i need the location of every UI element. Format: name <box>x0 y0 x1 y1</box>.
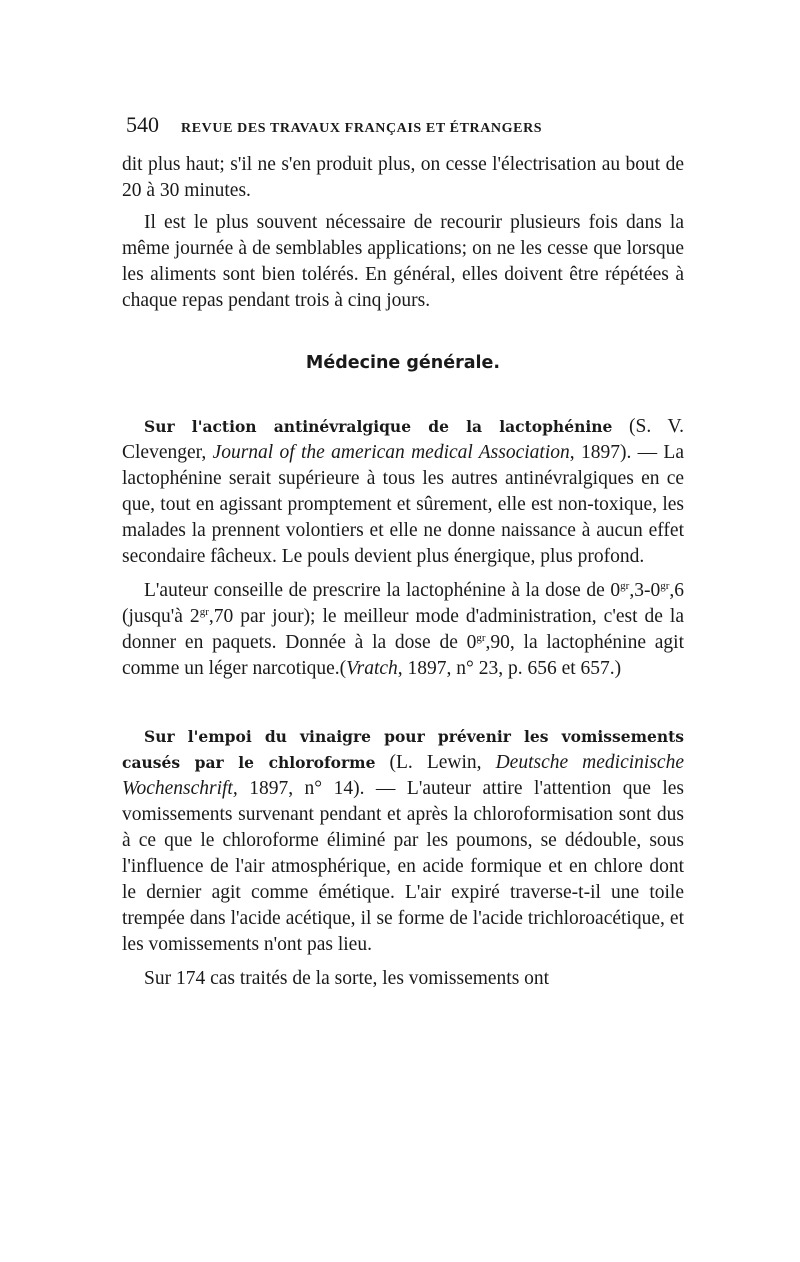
article-1-paragraph-2: L'auteur conseille de prescrire la lactophénine à la dose de $0^{gr},3-0^{gr},6$ (jusqu'à $2^{gr},70$ par jour); le meilleur mode d'administration, c'est de la donner en paquets. Donnée à la dose de $0^{gr},90$, la lactophénine agit comme un léger narcotique.(Vratch, 1897, n° 23, p. 656 et 657.) <box>122 580 685 679</box>
gram-unit: gr <box>199 606 209 618</box>
article-1-title: Sur l'action antinévralgique de la lactophénine <box>144 417 613 436</box>
intro-paragraph-2: Il est le plus souvent nécessaire de recourir plusieurs fois dans la même journée à de semblables applications; on ne les cesse que lorsque les aliments sont bien tolérés. En général, elles doivent être répétées à chaque repas pendant trois à cinq jours. <box>122 212 684 311</box>
article-2-title: Sur l'empoi du vinaigre pour prévenir les vomissements causés par le chloroforme <box>122 727 684 772</box>
article-2-text: 1897, n° 14). — L'auteur attire l'attention que les vomissements survenant pendant et après la chloroformisation sont dus à ce que le chloroforme éliminé par les poumons, se dédouble, sous l'influence de l'air atmosphérique, en acide formique et en chlore dont le dernier agit comme émétique. L'air expiré traverse-t-il une toile trempée dans l'acide acétique, il se forme de l'acide trichloroacétique, et les vomissements n'ont pas lieu. <box>122 778 684 955</box>
article-1-journal: Journal of the american medical Association <box>212 442 570 463</box>
running-header <box>126 112 686 138</box>
intro-paragraph-1: dit plus haut; s'il ne s'en produit plus, on cesse l'électrisation au bout de 20 à 30 minutes. <box>122 154 684 201</box>
article-2-citation-start: (L. Lewin, <box>375 752 496 773</box>
page-body <box>122 152 684 992</box>
gram-unit: gr <box>620 580 630 592</box>
gram-unit: gr <box>476 632 486 644</box>
running-title: REVUE DES TRAVAUX FRANÇAIS ET ÉTRANGERS <box>181 121 543 136</box>
article-1-text: , 1897). — La lactophénine serait supérieure à tous les autres antinévralgiques en ce que, tout en agissant promptement et sûrement, elle est non-toxique, les malades la prennent volontiers et elle ne donne naissance à aucun effet secondaire fâcheux. Le pouls devient plus énergique, plus profond. <box>122 442 684 567</box>
article-2-paragraph-1 <box>122 724 684 958</box>
article-2-journal: Deutsche medicinische Wochenschrift, <box>122 752 684 799</box>
article-2-paragraph-2: Sur 174 cas traités de la sorte, les vomissements ont <box>144 968 550 989</box>
section-heading: Médecine générale. <box>305 353 501 373</box>
gram-unit: gr <box>660 580 670 592</box>
article-1-citation-start: (S. V. Clevenger, <box>122 416 684 463</box>
article-1-source: Vratch <box>346 658 398 679</box>
article-1-paragraph-1 <box>122 414 684 570</box>
page-number: 540 <box>126 112 159 137</box>
